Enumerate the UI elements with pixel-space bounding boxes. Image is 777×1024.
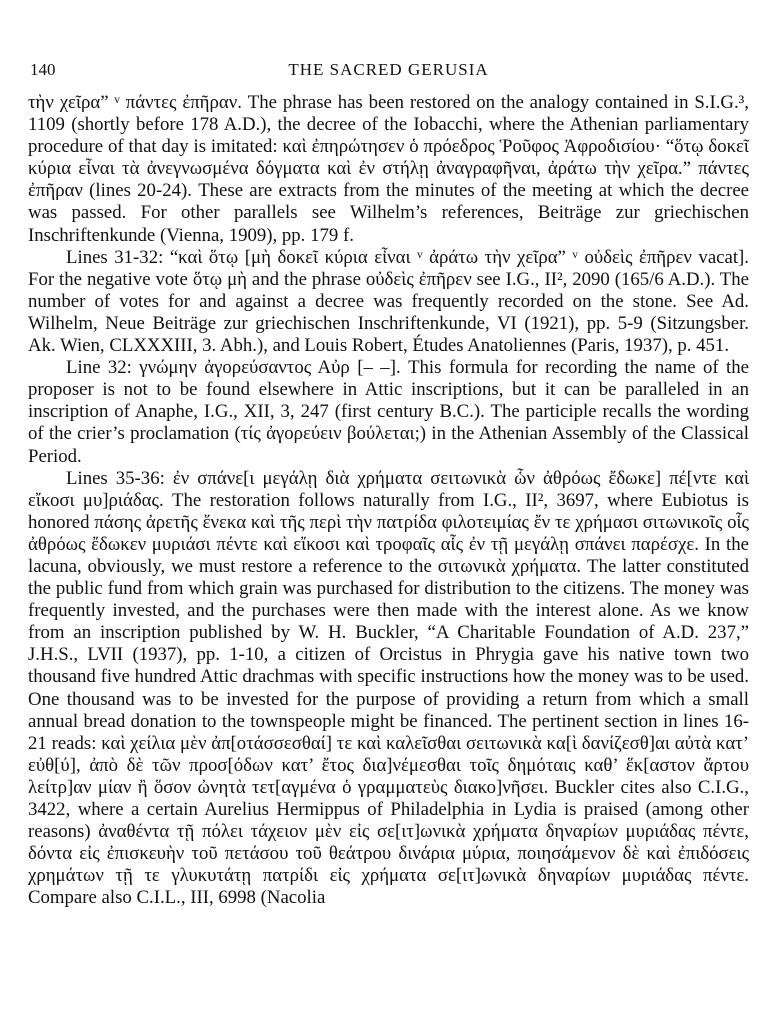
page-number: 140 xyxy=(30,60,56,79)
page-header xyxy=(30,60,747,84)
body-text xyxy=(28,92,749,909)
paragraph-continuation: τὴν χεῖρα” ᵛ πάντες ἐπῆραν. The phrase has been restored on the analogy contained in S.I.G.³, 1109 (shortly before 178 A.D.), the decree of the Iobacchi, where the Athenian parliamentary procedure of that day is imitated: καὶ ἐπηρώτησεν ὁ πρόεδρος Ῥοῦφος Ἀφροδισίου· “ὅτῳ δοκεῖ κύρια εἶναι τὰ ἀνεγνωσμένα δόγματα καὶ ἐν στήλῃ ἀναγραφῆναι, ἀράτω τὴν χεῖρα.” πάντες ἐπῆραν (lines 20-24). These are extracts from the minutes of the meeting at which the decree was passed. For other parallels see Wilhelm’s references, Beiträge zur griechischen Inschriftenkunde (Vienna, 1909), pp. 179 f. xyxy=(28,92,749,246)
paragraph-line-32: Line 32: γνώμην ἀγορεύσαντος Αὐρ [– –]. This formula for recording the name of the proposer is not to be found elsewhere in Attic inscriptions, but it can be paralleled in an inscription of Anaphe, I.G., XII, 3, 247 (first century B.C.). The participle recalls the wording of the crier’s proclamation (τίς ἀγορεύειν βούλεται;) in the Athenian Assembly of the Classical Period. xyxy=(28,357,749,467)
running-title: THE SACRED GERUSIA xyxy=(288,60,489,79)
paragraph-lines-35-36: Lines 35-36: ἐν σπάνε[ι μεγάλῃ διὰ χρήματα σειτωνικὰ ὧν ἀθρόως ἔδωκε] πέ[ντε καὶ εἴκοσι μυ]ριάδας. The restoration follows naturally from I.G., II², 3697, where Eubiotus is honored πάσης ἀρετῆς ἕνεκα καὶ τῆς περὶ τὴν πατρίδα φιλοτειμίας ἔν τε χρήμασι σιτωνικοῖς οἷς ἀθρόως ἔδωκεν μυριάσι πέντε καὶ εἴκοσι καὶ τροφαῖς αἷς ἐν τῇ μεγάλῃ σπάνει παρέσχε. In the lacuna, obviously, we must restore a reference to the σιτωνικὰ χρήματα. The latter constituted the public fund from which grain was purchased for distribution to the citizens. The money was frequently invested, and the purchases were then made with the interest alone. As we know from an inscription published by W. H. Buckler, “A Charitable Foundation of A.D. 237,” J.H.S., LVII (1937), pp. 1-10, a citizen of Orcistus in Phrygia gave his native town two thousand five hundred Attic drachmas with specific instructions how the money was to be used. One thousand was to be invested for the purpose of providing a return from which a small annual bread donation to the townspeople might be financed. The pertinent section in lines 16-21 reads: καὶ χείλια μὲν ἀπ[οτάσσεσθαί] τε καὶ καλεῖσθαι σειτωνικὰ κα[ὶ δανίζεσθ]αι αὐτὰ κατ’ εὐθ[ύ], ἀπὸ δὲ τῶν προσ[όδων κατ’ ἔτος δια]νέμεσθαι τοῖς δημόταις καθ’ ἕκ[αστον ἄρτου λείτρ]αν μίαν ἢ ὅσον ὠνητὰ τετ[αγμένα ὁ γραμματεὺς διακο]νῆσει. Buckler cites also C.I.G., 3422, where a certain Aurelius Hermippus of Philadelphia in Lydia is praised (among other reasons) ἀναθέντα τῇ πόλει τάχειον μὲν εἰς σε[ιτ]ωνικὰ χρήματα δηναρίων μυριάδας πέντε, δόντα εἰς ἐπισκευὴν τοῦ πετάσου τοῦ θεάτρου δινάρια μύρια, ποιησάμενον δὲ καὶ ἐπιδόσεις χρημάτων τῇ τε γλυκυτάτῃ πατρίδι εἰς χρήματα σε[ιτ]ωνικὰ δηναρίων μυριάδας πέντε. Compare also C.I.L., III, 6998 (Nacolia xyxy=(28,467,749,909)
paragraph-lines-31-32: Lines 31-32: “καὶ ὅτῳ [μὴ δοκεῖ κύρια εἶναι ᵛ ἀράτω τὴν χεῖρα” ᵛ οὐδεὶς ἐπῆρεν vacat]. For the negative vote ὅτῳ μὴ and the phrase οὐδεὶς ἐπῆρεν see I.G., II², 2090 (165/6 A.D.). The number of votes for and against a decree was frequently recorded on the stone. See Ad. Wilhelm, Neue Beiträge zur griechischen Inschriftenkunde, VI (1921), pp. 5-9 (Sitzungsber. Ak. Wien, CLXXXIII, 3. Abh.), and Louis Robert, Études Anatoliennes (Paris, 1937), p. 451. xyxy=(28,246,749,357)
